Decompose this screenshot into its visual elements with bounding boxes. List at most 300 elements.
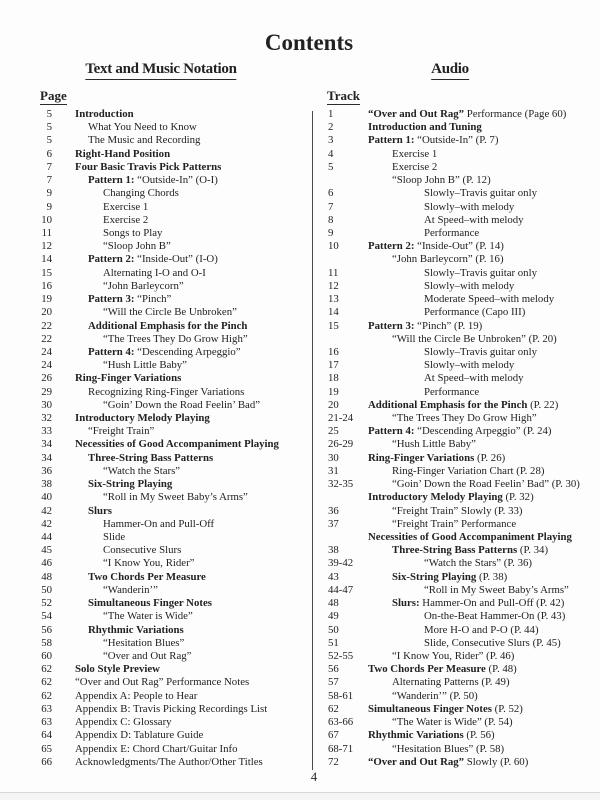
toc-row: [324, 716, 600, 729]
toc-row: [324, 650, 600, 663]
toc-row: [324, 743, 600, 756]
toc-row: [28, 716, 311, 729]
row-title: Exercise 1: [392, 147, 438, 160]
row-title: Acknowledgments/The Author/Other Titles: [75, 755, 263, 768]
toc-row: [28, 491, 311, 504]
toc-row: [324, 161, 600, 174]
row-number: 40: [41, 491, 52, 504]
row-title: Slowly–with melody: [424, 200, 515, 213]
row-title: Rhythmic Variations (P. 56): [368, 729, 495, 742]
row-number: 5: [46, 108, 52, 120]
toc-row: [324, 148, 600, 161]
toc-row: [28, 663, 311, 676]
row-title: Pattern 3: “Pinch” (P. 19): [368, 319, 483, 332]
row-title: “Will the Circle Be Unbroken” (P. 20): [392, 332, 557, 345]
row-number: 22: [41, 319, 52, 332]
row-title: Introduction and Tuning: [368, 121, 482, 134]
row-title: Appendix D: Tablature Guide: [75, 729, 204, 742]
row-title: Introduction: [75, 108, 134, 120]
right-column-heading: Audio: [431, 61, 469, 80]
row-title: Alternating I-O and O-I: [103, 266, 206, 279]
row-title: “Will the Circle Be Unbroken”: [103, 306, 237, 319]
row-title: Slowly–with melody: [424, 359, 515, 372]
toc-row: [324, 267, 600, 280]
row-number: 7: [328, 200, 334, 213]
row-number: [324, 333, 354, 346]
row-title: Solo Style Preview: [75, 663, 160, 676]
row-number: 26-29: [328, 438, 354, 451]
row-title: Exercise 2: [392, 160, 438, 173]
row-number: 14: [328, 306, 339, 319]
row-title: “Goin’ Down the Road Feelin’ Bad” (P. 30): [392, 478, 580, 491]
row-title: Consecutive Slurs: [103, 544, 182, 557]
row-number: 5: [46, 134, 52, 147]
toc-row: [324, 610, 600, 623]
row-number: 6: [46, 147, 52, 160]
toc-row: [324, 637, 600, 650]
toc-row: [28, 320, 311, 333]
toc-row: [324, 478, 600, 491]
toc-row: [324, 253, 600, 266]
row-number: 11: [328, 266, 339, 279]
row-title: “Wanderin’” (P. 50): [392, 689, 478, 702]
row-title: Right-Hand Position: [75, 147, 171, 160]
toc-row: [28, 134, 311, 147]
toc-row: [28, 267, 311, 280]
toc-row: [28, 584, 311, 597]
row-number: 37: [328, 517, 339, 530]
row-title: Simultaneous Finger Notes: [88, 597, 212, 610]
row-title: “Over and Out Rag” Performance (Page 60): [368, 108, 567, 120]
row-number: 52-55: [328, 649, 354, 662]
row-number: 19: [328, 385, 339, 398]
row-number: 34: [41, 438, 52, 451]
toc-row: [324, 108, 600, 121]
row-number: 25: [328, 425, 339, 438]
row-title: Slowly–with melody: [424, 279, 515, 292]
text-and-music-notation-list: [28, 108, 311, 769]
toc-row: [324, 372, 600, 385]
toc-row: [28, 610, 311, 623]
row-number: 32-35: [328, 478, 354, 491]
row-number: 10: [41, 213, 52, 226]
row-number: 51: [328, 636, 339, 649]
toc-row: [28, 425, 311, 438]
toc-row: [324, 571, 600, 584]
toc-row: [28, 465, 311, 478]
row-number: 45: [41, 544, 52, 557]
row-title: Ring-Finger Variations: [75, 372, 182, 385]
row-title: “Over and Out Rag” Slowly (P. 60): [368, 755, 529, 768]
toc-row: [28, 306, 311, 319]
row-number: 3: [328, 134, 334, 147]
row-title: “The Trees They Do Grow High”: [103, 332, 248, 345]
toc-row: [28, 161, 311, 174]
row-title: Appendix C: Glossary: [75, 716, 172, 729]
row-title: “Sloop John B” (P. 12): [392, 174, 491, 187]
row-number: 32: [41, 412, 52, 425]
row-number: 13: [328, 293, 339, 306]
toc-row: [324, 386, 600, 399]
toc-row: [28, 676, 311, 689]
row-number: 10: [328, 240, 339, 253]
row-title: Slurs: [88, 504, 113, 517]
row-title: Pattern 4: “Descending Arpeggio” (P. 24): [368, 425, 552, 438]
row-number: 58: [41, 636, 52, 649]
row-title: Slurs: Hammer-On and Pull-Off (P. 42): [392, 597, 565, 610]
toc-row: [28, 346, 311, 359]
row-number: 18: [328, 372, 339, 385]
toc-row: [324, 227, 600, 240]
row-number: 46: [41, 557, 52, 570]
row-number: 30: [328, 451, 339, 464]
row-number: 31: [328, 464, 339, 477]
row-number: 12: [328, 279, 339, 292]
toc-row: [324, 121, 600, 134]
row-title: “I Know You, Rider”: [103, 557, 195, 570]
toc-row: [28, 438, 311, 451]
row-number: 16: [328, 345, 339, 358]
row-title: Appendix A: People to Hear: [75, 689, 198, 702]
toc-row: [28, 544, 311, 557]
page-title: Contents: [264, 30, 354, 55]
toc-row: [324, 280, 600, 293]
row-number: 36: [41, 464, 52, 477]
toc-row: [28, 386, 311, 399]
toc-row: [324, 425, 600, 438]
toc-row: [324, 544, 600, 557]
row-number: 5: [328, 160, 334, 173]
row-number: 29: [41, 385, 52, 398]
row-number: 44-47: [328, 583, 354, 596]
row-number: 38: [328, 544, 339, 557]
row-number: 4: [328, 147, 334, 160]
row-title: “Over and Out Rag”: [103, 649, 192, 662]
toc-row: [324, 240, 600, 253]
row-title: “Wanderin’”: [103, 583, 158, 596]
row-title: Pattern 1: “Outside-In” (O-I): [88, 174, 218, 187]
toc-row: [28, 637, 311, 650]
row-title: Slowly–Travis guitar only: [424, 345, 537, 358]
track-column-label: Track: [327, 88, 360, 103]
toc-row: [324, 399, 600, 412]
row-number: 42: [41, 517, 52, 530]
row-number: 52: [41, 597, 52, 610]
toc-row: [324, 187, 600, 200]
toc-row: [324, 174, 600, 187]
row-number: 20: [41, 306, 52, 319]
row-title: “Hush Little Baby”: [392, 438, 476, 451]
toc-row: [324, 584, 600, 597]
row-number: 64: [41, 729, 52, 742]
row-number: 63: [41, 716, 52, 729]
row-number: 48: [328, 597, 339, 610]
toc-row: [324, 134, 600, 147]
toc-row: [28, 201, 311, 214]
row-title: Necessities of Good Accompaniment Playing: [368, 531, 572, 543]
toc-row: [324, 676, 600, 689]
row-number: [324, 491, 354, 504]
toc-row: [28, 557, 311, 570]
row-title: Moderate Speed–with melody: [424, 293, 555, 306]
row-title: Performance: [424, 385, 480, 398]
row-title: “Freight Train”: [88, 425, 155, 438]
row-title: Alternating Patterns (P. 49): [392, 676, 510, 689]
row-number: 6: [328, 187, 334, 200]
toc-row: [28, 478, 311, 491]
row-title: Additional Emphasis for the Pinch (P. 22): [368, 398, 559, 411]
row-number: 7: [46, 160, 52, 173]
toc-row: [28, 452, 311, 465]
row-title: “John Barleycorn”: [103, 279, 184, 292]
toc-row: [324, 518, 600, 531]
row-title: Recognizing Ring-Finger Variations: [88, 385, 245, 398]
row-number: 8: [328, 213, 334, 226]
audio-track-list: [324, 108, 600, 769]
row-number: 38: [41, 478, 52, 491]
row-title: Exercise 2: [103, 213, 149, 226]
row-title: Ring-Finger Variations (P. 26): [368, 451, 506, 464]
row-title: “The Water is Wide” (P. 54): [392, 716, 513, 729]
left-column-heading: Text and Music Notation: [85, 61, 236, 80]
row-number: 17: [328, 359, 339, 372]
toc-row: [324, 531, 600, 544]
row-title: Performance: [424, 226, 480, 239]
row-number: 50: [41, 583, 52, 596]
row-number: 62: [41, 663, 52, 676]
row-number: 22: [41, 332, 52, 345]
row-number: 56: [328, 663, 339, 676]
row-number: [324, 174, 354, 187]
toc-row: [28, 597, 311, 610]
toc-row: [324, 663, 600, 676]
row-title: On-the-Beat Hammer-On (P. 43): [424, 610, 566, 623]
row-number: 39-42: [328, 557, 354, 570]
toc-row: [28, 148, 311, 161]
row-number: 50: [328, 623, 339, 636]
row-number: 63-66: [328, 716, 354, 729]
toc-row: [28, 650, 311, 663]
toc-row: [28, 412, 311, 425]
row-number: 67: [328, 729, 339, 742]
toc-row: [28, 253, 311, 266]
row-number: 57: [328, 676, 339, 689]
toc-row: [324, 452, 600, 465]
toc-row: [324, 438, 600, 451]
row-number: 14: [41, 253, 52, 266]
row-number: 26: [41, 372, 52, 385]
row-title: Necessities of Good Accompaniment Playing: [75, 438, 279, 451]
row-title: “Sloop John B”: [103, 240, 171, 253]
row-title: Pattern 4: “Descending Arpeggio”: [88, 345, 241, 358]
row-number: 62: [41, 676, 52, 689]
row-number: 12: [41, 240, 52, 253]
row-number: 54: [41, 610, 52, 623]
toc-row: [324, 557, 600, 570]
row-number: 34: [41, 451, 52, 464]
toc-row: [324, 214, 600, 227]
row-number: 9: [328, 226, 334, 239]
toc-row: [28, 214, 311, 227]
toc-row: [324, 333, 600, 346]
toc-row: [28, 333, 311, 346]
row-number: 49: [328, 610, 339, 623]
toc-row: [324, 201, 600, 214]
row-title: “John Barleycorn” (P. 16): [392, 253, 504, 266]
row-title: Ring-Finger Variation Chart (P. 28): [392, 464, 545, 477]
toc-row: [28, 743, 311, 756]
row-title: Hammer-On and Pull-Off: [103, 517, 215, 530]
row-title: Pattern 2: “Inside-Out” (P. 14): [368, 240, 504, 253]
row-number: 43: [328, 570, 339, 583]
toc-row: [324, 465, 600, 478]
row-title: “Freight Train” Performance: [392, 517, 517, 530]
row-number: 33: [41, 425, 52, 438]
page-column-label: Page: [40, 88, 67, 103]
row-number: 56: [41, 623, 52, 636]
row-title: “Hesitation Blues”: [103, 636, 185, 649]
row-title: “Roll in My Sweet Baby’s Arms”: [103, 491, 248, 504]
toc-row: [324, 690, 600, 703]
folio-page-number: 4: [310, 770, 318, 784]
row-number: 1: [328, 108, 334, 120]
row-title: Simultaneous Finger Notes (P. 52): [368, 702, 523, 715]
toc-row: [28, 187, 311, 200]
row-title: Introductory Melody Playing (P. 32): [368, 491, 534, 504]
row-number: 42: [41, 504, 52, 517]
toc-row: [324, 703, 600, 716]
toc-row: [324, 293, 600, 306]
row-title: Exercise 1: [103, 200, 149, 213]
scan-page-margin: [0, 793, 600, 800]
row-number: 9: [46, 187, 52, 200]
toc-row: [324, 306, 600, 319]
row-number: 9: [46, 200, 52, 213]
row-title: Two Chords Per Measure: [88, 570, 206, 583]
row-title: “Hush Little Baby”: [103, 359, 187, 372]
row-title: At Speed–with melody: [424, 213, 524, 226]
row-title: Pattern 3: “Pinch”: [88, 293, 172, 306]
toc-row: [28, 240, 311, 253]
row-title: Slide, Consecutive Slurs (P. 45): [424, 636, 561, 649]
row-title: “Roll in My Sweet Baby’s Arms”: [424, 583, 569, 596]
row-number: 19: [41, 293, 52, 306]
row-number: 58-61: [328, 689, 354, 702]
toc-row: [28, 505, 311, 518]
row-title: “I Know You, Rider” (P. 46): [392, 649, 515, 662]
row-title: Songs to Play: [103, 226, 163, 239]
toc-row: [324, 729, 600, 742]
toc-row: [28, 518, 311, 531]
row-number: 7: [46, 174, 52, 187]
row-title: Appendix B: Travis Picking Recordings List: [75, 702, 268, 715]
toc-row: [28, 729, 311, 742]
toc-row: [28, 174, 311, 187]
row-title: Six-String Playing (P. 38): [392, 570, 508, 583]
row-title: Slide: [103, 531, 126, 543]
row-title: “Goin’ Down the Road Feelin’ Bad”: [103, 398, 261, 411]
toc-row: [28, 624, 311, 637]
toc-row: [324, 359, 600, 372]
toc-row: [324, 346, 600, 359]
toc-row: [28, 121, 311, 134]
toc-row: [28, 571, 311, 584]
row-number: 24: [41, 345, 52, 358]
row-number: 65: [41, 742, 52, 755]
row-number: 15: [328, 319, 339, 332]
row-title: Performance (Capo III): [424, 306, 526, 319]
row-title: “The Water is Wide”: [103, 610, 193, 623]
row-title: More H-O and P-O (P. 44): [424, 623, 539, 636]
row-title: The Music and Recording: [88, 134, 201, 147]
row-title: Rhythmic Variations: [88, 623, 184, 636]
toc-row: [324, 756, 600, 769]
toc-row: [28, 399, 311, 412]
toc-row: [324, 412, 600, 425]
toc-row: [28, 359, 311, 372]
row-title: “The Trees They Do Grow High”: [392, 412, 537, 425]
row-number: 66: [41, 755, 52, 768]
toc-row: [28, 293, 311, 306]
row-title: Six-String Playing: [88, 478, 173, 491]
column-divider-rule: [312, 111, 313, 770]
row-title: Four Basic Travis Pick Patterns: [75, 160, 222, 173]
row-number: 20: [328, 398, 339, 411]
row-title: “Watch the Stars” (P. 36): [424, 557, 532, 570]
row-number: [324, 531, 354, 544]
row-number: 16: [41, 279, 52, 292]
row-number: 44: [41, 531, 52, 543]
row-title: Two Chords Per Measure (P. 48): [368, 663, 517, 676]
row-number: 2: [328, 121, 334, 134]
row-title: Three-String Bass Patterns: [88, 451, 214, 464]
row-title: Three-String Bass Patterns (P. 34): [392, 544, 549, 557]
row-number: 60: [41, 649, 52, 662]
toc-row: [324, 491, 600, 504]
row-title: Slowly–Travis guitar only: [424, 187, 537, 200]
row-title: At Speed–with melody: [424, 372, 524, 385]
toc-row: [28, 108, 311, 121]
row-number: [324, 253, 354, 266]
toc-row: [28, 690, 311, 703]
row-title: Slowly–Travis guitar only: [424, 266, 537, 279]
row-number: 62: [328, 702, 339, 715]
row-title: “Hesitation Blues” (P. 58): [392, 742, 505, 755]
toc-row: [324, 597, 600, 610]
row-title: What You Need to Know: [88, 121, 197, 134]
toc-row: [28, 227, 311, 240]
row-title: Pattern 1: “Outside-In” (P. 7): [368, 134, 499, 147]
row-title: “Over and Out Rag” Performance Notes: [75, 676, 250, 689]
toc-row: [28, 372, 311, 385]
row-number: 5: [46, 121, 52, 134]
row-number: 24: [41, 359, 52, 372]
row-number: 15: [41, 266, 52, 279]
row-number: 11: [41, 226, 52, 239]
row-number: 63: [41, 702, 52, 715]
row-number: 68-71: [328, 742, 354, 755]
toc-row: [324, 320, 600, 333]
row-number: 21-24: [328, 412, 354, 425]
row-title: “Watch the Stars”: [103, 464, 181, 477]
row-title: Appendix E: Chord Chart/Guitar Info: [75, 742, 238, 755]
toc-row: [28, 531, 311, 544]
row-number: 30: [41, 398, 52, 411]
row-number: 72: [328, 755, 339, 768]
toc-row: [28, 280, 311, 293]
row-title: Additional Emphasis for the Pinch: [88, 319, 248, 332]
toc-row: [28, 756, 311, 769]
